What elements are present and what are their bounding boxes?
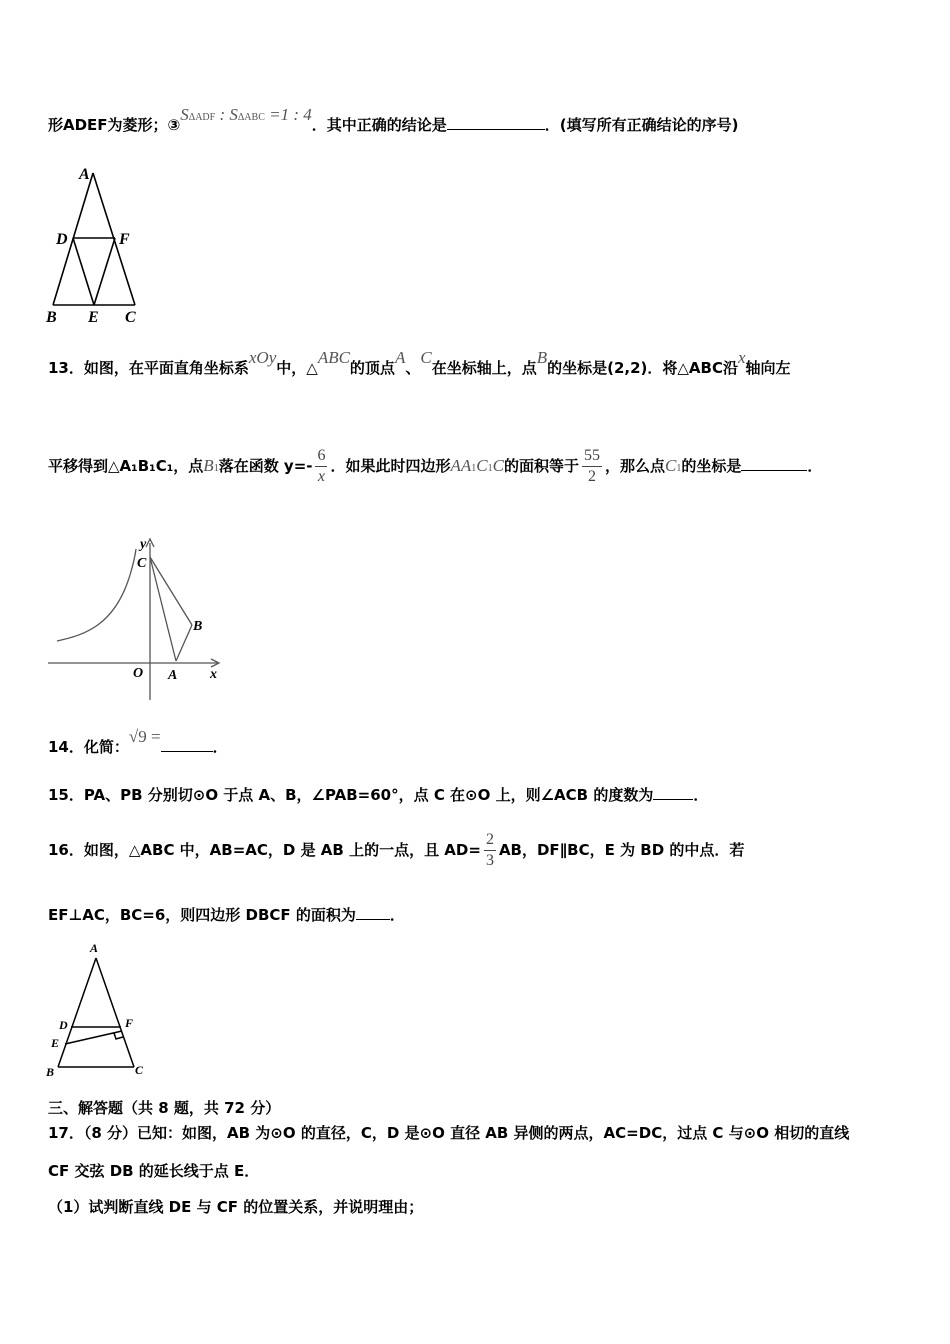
fig2-label-x: x <box>210 667 217 682</box>
fig3-label-b: B <box>46 1065 55 1079</box>
q17-line1: 17．（8 分）已知：如图，AB 为⊙O 的直径，C，D 是⊙O 直径 AB 异侧的两点，AC=DC，过点 C 与⊙O 相切的直线 <box>48 1124 850 1142</box>
q13-answer-blank[interactable] <box>741 469 807 471</box>
q14-answer-blank[interactable] <box>161 750 213 752</box>
q13-math-c1: C1 <box>665 456 682 475</box>
q16-line1: 16．如图，△ABC 中，AB=AC，D 是 AB 上的一点，且 AD= $\frac{2}{3}$ AB，DF∥BC，E 为 BD 的中点．若 <box>48 831 745 869</box>
fig3-label-c: C <box>135 1063 144 1077</box>
fig1-label-f: F <box>119 231 130 248</box>
q13-number: 13． <box>48 359 84 377</box>
q13-line2: 平移得到△A₁B₁C₁，点B1落在函数 y=- $\frac{6}{x}$ ．如果此时四边形AA1C1C的面积等于 $\frac{55}{2}$ ，那么点C1的坐标是 ． <box>48 447 823 485</box>
fig2-label-a: A <box>168 668 178 683</box>
q13-fraction-6-over-x: $\frac{6}{x}$ <box>317 447 326 485</box>
q13-math-x: x <box>737 348 746 367</box>
q13-math-b1: B1 <box>203 456 219 475</box>
q12-end: ．(填写所有正确结论的序号) <box>544 116 739 134</box>
q15-answer-blank[interactable] <box>653 798 693 800</box>
q13-math-abc: ABC <box>317 348 350 367</box>
q16-line2: EF⊥AC，BC=6，则四边形 DBCF 的面积为 ． <box>48 906 405 924</box>
q13-line1: 13．如图，在平面直角坐标系xOy中，△ABC的顶点A、C在坐标轴上，点B的坐标是(2,2)．将△ABC沿x轴向左 <box>48 348 791 377</box>
fig2-label-y: y <box>140 537 147 552</box>
q15-number: 15． <box>48 786 84 804</box>
fig1-label-c: C <box>125 309 136 326</box>
q14-line: 14．化简：√9 =． <box>48 727 228 756</box>
q16-answer-blank[interactable] <box>356 918 390 920</box>
fig3-label-e: E <box>51 1036 60 1050</box>
q12-tail-line <box>48 105 739 135</box>
q12-answer-blank[interactable] <box>447 128 545 130</box>
section3-title: 三、解答题（共 8 题，共 72 分） <box>48 1099 281 1117</box>
figure-coordinate-plane <box>45 535 235 705</box>
q12-ratio-math: SΔADF : SΔABC =1 : 4 <box>180 105 312 124</box>
fig3-label-f: F <box>125 1016 134 1030</box>
q17-number: 17． <box>48 1124 84 1142</box>
q13-math-b: B <box>536 348 548 367</box>
fig1-label-b: B <box>46 309 57 326</box>
fig2-label-b: B <box>193 619 203 634</box>
fig2-label-c: C <box>137 556 147 571</box>
q14-number: 14． <box>48 738 84 756</box>
figure-triangle-rhombus <box>45 165 155 325</box>
fig3-label-a: A <box>90 941 99 955</box>
q13-fraction-55-over-2: $\frac{55}{2}$ <box>583 447 600 485</box>
q14-math-sqrt9: √9 = <box>128 727 161 746</box>
q13-math-xoy: xOy <box>248 348 277 367</box>
fig1-label-a: A <box>79 166 90 183</box>
q15-line: 15．PA、PB 分别切⊙O 于点 A、B，∠PAB=60°，点 C 在⊙O 上，则∠ACB 的度数为 ． <box>48 786 709 804</box>
fig3-label-d: D <box>59 1018 68 1032</box>
q13-math-quad: AA1C1C <box>450 456 504 475</box>
q12-suffix: ．其中正确的结论是 <box>311 116 447 134</box>
q16-number: 16． <box>48 841 84 859</box>
q16-fraction-2-over-3: $\frac{2}{3}$ <box>485 831 494 869</box>
q12-prefix: 形ADEF为菱形；③ <box>48 116 181 134</box>
q17-line2: CF 交弦 DB 的延长线于点 E． <box>48 1162 260 1180</box>
fig2-label-o: O <box>133 666 144 681</box>
q13-math-c: C <box>420 348 432 367</box>
fig1-label-d: D <box>56 231 68 248</box>
q17-subquestion-1: （1）试判断直线 DE 与 CF 的位置关系，并说明理由； <box>48 1198 424 1216</box>
figure-triangle-dbcf <box>42 940 162 1080</box>
q13-math-a: A <box>394 348 406 367</box>
fig1-label-e: E <box>88 309 99 326</box>
